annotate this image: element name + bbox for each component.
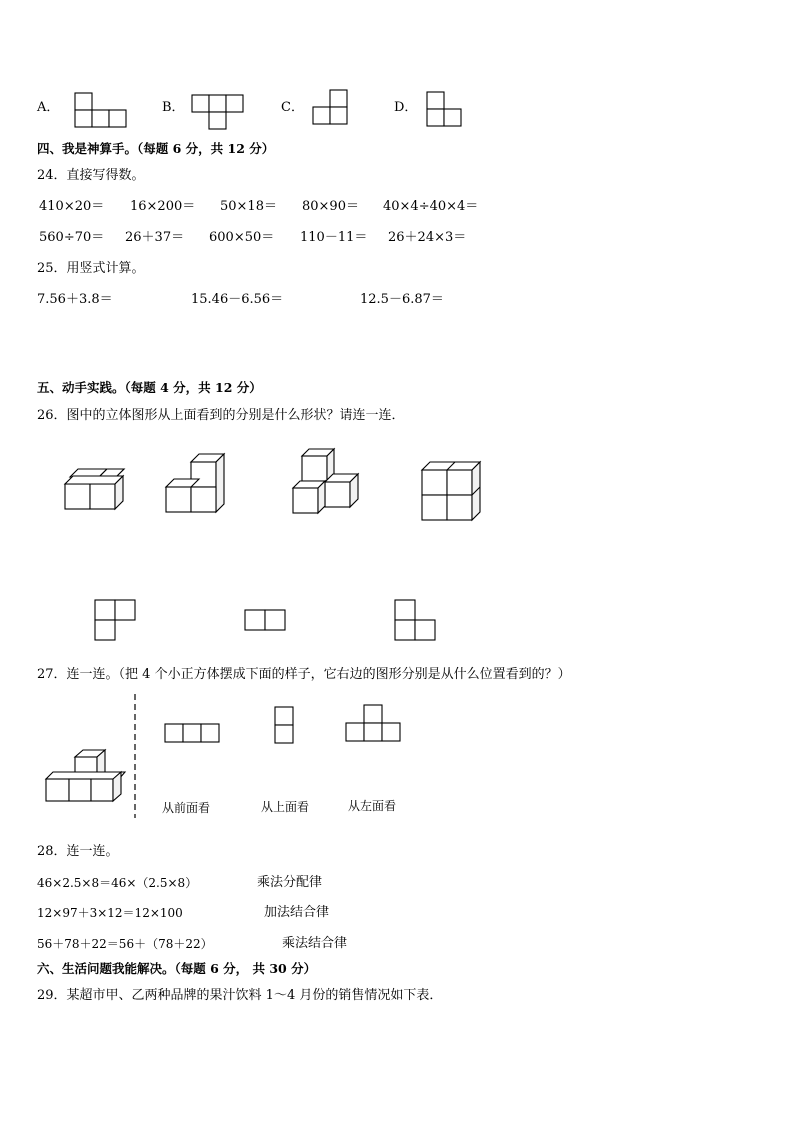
q28-left-item[interactable]: 46×2.5×8＝46×（2.5×8） xyxy=(37,876,198,890)
q26-prompt: 26．图中的立体图形从上面看到的分别是什么形状？请连一连． xyxy=(37,408,405,423)
q28-prompt: 28．连一连。 xyxy=(37,844,119,859)
option-d-label: D． xyxy=(394,100,418,115)
q25-prompt: 25．用竖式计算。 xyxy=(37,261,145,276)
section6-title: 六、生活问题我能解决。（每题 6 分， 共 30 分） xyxy=(37,961,317,976)
option-a-label: A． xyxy=(37,100,60,115)
q24-item: 600×50＝ xyxy=(209,230,275,245)
q26-view-2[interactable] xyxy=(244,609,288,633)
option-c-figure[interactable] xyxy=(312,89,349,127)
q27-divider xyxy=(133,694,137,818)
q24-item: 50×18＝ xyxy=(220,199,277,214)
option-b-label: B． xyxy=(162,100,185,115)
q24-item: 110－11＝ xyxy=(300,230,368,245)
q27-prompt: 27．连一连。（把 4 个小正方体摆成下面的样子，它右边的图形分别是从什么位置看到的？） xyxy=(37,667,571,682)
q24-item: 26＋24×3＝ xyxy=(388,230,467,245)
q28-left-item[interactable]: 12×97＋3×12＝12×100 xyxy=(37,906,183,920)
q24-item: 40×4÷40×4＝ xyxy=(383,199,479,214)
q29-prompt: 29．某超市甲、乙两种品牌的果汁饮料 1～4 月份的销售情况如下表． xyxy=(37,988,443,1003)
q28-right-item[interactable]: 加法结合律 xyxy=(264,905,330,920)
q27-view-top[interactable] xyxy=(274,706,296,746)
q25-item: 12.5－6.87＝ xyxy=(360,292,444,307)
q25-item: 15.46－6.56＝ xyxy=(191,292,284,307)
q27-label-top: 从上面看 xyxy=(261,800,310,814)
q26-solid-3[interactable] xyxy=(292,448,362,518)
q24-item: 26＋37＝ xyxy=(125,230,185,245)
option-a-figure[interactable] xyxy=(74,92,128,128)
q27-view-left[interactable] xyxy=(345,704,403,744)
q25-item: 7.56＋3.8＝ xyxy=(37,292,113,307)
section4-title: 四、我是神算手。（每题 6 分，共 12 分） xyxy=(37,141,275,156)
q27-solid[interactable] xyxy=(45,742,125,804)
option-d-figure[interactable] xyxy=(426,91,463,129)
q27-label-front: 从前面看 xyxy=(162,801,211,815)
q26-solid-4[interactable] xyxy=(421,461,485,523)
q24-item: 410×20＝ xyxy=(39,199,105,214)
q26-solid-2[interactable] xyxy=(165,454,227,516)
q27-label-left: 从左面看 xyxy=(348,799,397,813)
q28-right-item[interactable]: 乘法分配律 xyxy=(257,875,323,890)
q28-right-item[interactable]: 乘法结合律 xyxy=(282,936,348,951)
q28-left-item[interactable]: 56＋78＋22＝56＋（78＋22） xyxy=(37,937,213,951)
q24-item: 80×90＝ xyxy=(302,199,359,214)
q27-view-front[interactable] xyxy=(164,723,222,745)
q24-prompt: 24．直接写得数。 xyxy=(37,168,145,183)
q26-view-1[interactable] xyxy=(94,599,138,643)
option-b-figure[interactable] xyxy=(191,94,245,132)
q26-solid-1[interactable] xyxy=(64,468,126,514)
section5-title: 五、动手实践。（每题 4 分，共 12 分） xyxy=(37,380,262,395)
q24-item: 16×200＝ xyxy=(130,199,196,214)
q26-view-3[interactable] xyxy=(394,599,438,643)
q24-item: 560÷70＝ xyxy=(39,230,105,245)
option-c-label: C． xyxy=(281,100,304,115)
